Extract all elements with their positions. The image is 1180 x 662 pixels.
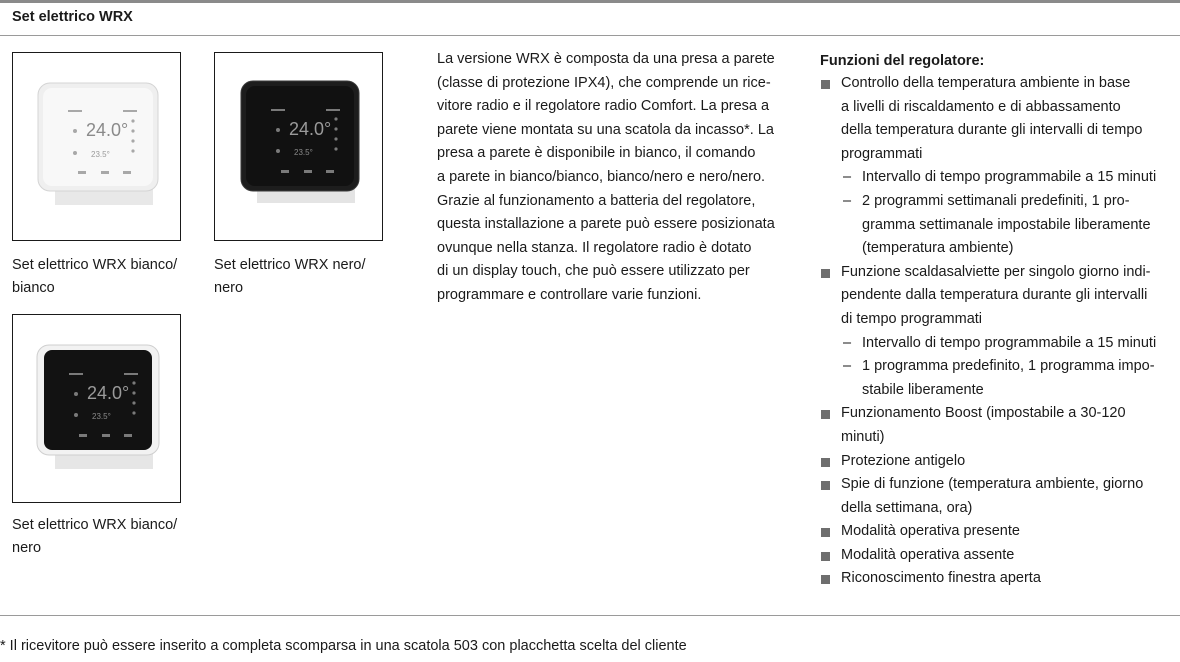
caption-line: Set elettrico WRX bianco/ (12, 257, 178, 273)
feature-item (820, 402, 1175, 449)
feature-line: di tempo programmati (841, 310, 983, 327)
footer-divider (0, 615, 1180, 616)
feature-subline: stabile liberamente (862, 381, 984, 398)
feature-item (820, 473, 1175, 520)
product-image-white-black (12, 314, 181, 503)
square-bullet-icon (821, 410, 830, 419)
feature-subitem (841, 332, 1175, 356)
description-paragraph (437, 48, 787, 308)
description-line: questa installazione a parete può essere posizionata (437, 216, 775, 233)
dash-bullet-icon: – (843, 192, 852, 209)
description-line: Grazie al funzionamento a batteria del regolatore, (437, 192, 756, 209)
title-divider (0, 35, 1180, 36)
product-caption-white-black (12, 514, 177, 560)
device-small-temperature: 23.5° (92, 412, 111, 421)
description-line: parete viene montata su una scatola da incasso*. La (437, 121, 774, 138)
dash-bullet-icon: – (843, 334, 852, 351)
description-line: presa a parete è disponibile in bianco, il comando (437, 145, 756, 162)
square-bullet-icon (821, 528, 830, 537)
description-line: (classe di protezione IPX4), che comprende un rice- (437, 74, 771, 91)
feature-line: Modalità operativa presente (841, 523, 1020, 540)
product-image-black-black (214, 52, 383, 241)
product-caption-black-black (214, 254, 366, 300)
feature-subitem (841, 166, 1175, 190)
feature-sublist (841, 166, 1175, 260)
caption-line: Set elettrico WRX bianco/ (12, 517, 178, 533)
caption-line: bianco (12, 280, 55, 296)
product-caption-white-white (12, 254, 177, 300)
feature-line: Controllo della temperatura ambiente in base (841, 75, 1131, 91)
feature-item (820, 72, 1175, 261)
top-rule (0, 0, 1180, 3)
feature-subline: Intervallo di tempo programmabile a 15 minuti (862, 169, 1157, 186)
description-line: La versione WRX è composta da una presa a parete (437, 51, 775, 67)
square-bullet-icon (821, 481, 830, 490)
feature-line: Funzione scaldasalviette per singolo giorno indi- (841, 263, 1151, 280)
square-bullet-icon (821, 269, 830, 278)
feature-item (820, 544, 1175, 568)
feature-line: Funzionamento Boost (impostabile a 30-120 (841, 405, 1126, 422)
product-image-white-white (12, 52, 181, 241)
feature-line: Spie di funzione (temperatura ambiente, giorno (841, 476, 1144, 493)
device-temperature: 24.0° (86, 120, 129, 140)
square-bullet-icon (821, 575, 830, 584)
description-line: programmare e controllare varie funzioni. (437, 286, 702, 303)
feature-line: programmati (841, 145, 923, 162)
description-line: di un display touch, che può essere utilizzato per (437, 263, 750, 280)
feature-subline: 1 programma predefinito, 1 programma impo- (862, 358, 1155, 375)
features-section (820, 50, 1175, 591)
square-bullet-icon (821, 80, 830, 89)
feature-item (820, 567, 1175, 591)
feature-line: della temperatura durante gli intervalli di tempo (841, 122, 1143, 139)
feature-subline: (temperatura ambiente) (862, 240, 1014, 257)
device-temperature: 24.0° (289, 119, 332, 139)
feature-line: a livelli di riscaldamento e di abbassamento (841, 98, 1121, 115)
section-title: Set elettrico WRX (12, 9, 133, 25)
description-line: vitore radio e il regolatore radio Comfort. La presa a (437, 98, 770, 115)
feature-subline: Intervallo di tempo programmabile a 15 minuti (862, 334, 1157, 351)
feature-subline: gramma settimanale impostabile liberamente (862, 216, 1151, 233)
feature-subitem (841, 355, 1175, 402)
feature-item (820, 520, 1175, 544)
features-heading: Funzioni del regolatore: (820, 53, 985, 69)
device-temperature: 24.0° (87, 383, 130, 403)
dash-bullet-icon: – (843, 169, 852, 186)
features-list (820, 72, 1175, 591)
feature-line: pendente dalla temperatura durante gli intervalli (841, 287, 1148, 304)
feature-line: Modalità operativa assente (841, 546, 1015, 563)
feature-subline: 2 programmi settimanali predefiniti, 1 pro- (862, 192, 1130, 209)
feature-item (820, 261, 1175, 403)
caption-line: nero (12, 540, 42, 556)
footnote: * Il ricevitore può essere inserito a completa scomparsa in una scatola 503 con placchetta scelta del cliente (0, 638, 687, 654)
caption-line: nero (214, 280, 244, 296)
device-small-temperature: 23.5° (294, 148, 313, 157)
feature-sublist (841, 332, 1175, 403)
square-bullet-icon (821, 552, 830, 561)
feature-line: minuti) (841, 428, 885, 445)
feature-line: Protezione antigelo (841, 452, 966, 469)
feature-line: Riconoscimento finestra aperta (841, 570, 1041, 587)
feature-subitem (841, 190, 1175, 261)
description-line: ovunque nella stanza. Il regolatore radio è dotato (437, 239, 752, 256)
dash-bullet-icon: – (843, 358, 852, 375)
device-small-temperature: 23.5° (91, 150, 110, 159)
caption-line: Set elettrico WRX nero/ (214, 257, 366, 273)
feature-line: della settimana, ora) (841, 499, 973, 516)
description-line: a parete in bianco/bianco, bianco/nero e nero/nero. (437, 168, 766, 185)
feature-item (820, 450, 1175, 474)
square-bullet-icon (821, 458, 830, 467)
